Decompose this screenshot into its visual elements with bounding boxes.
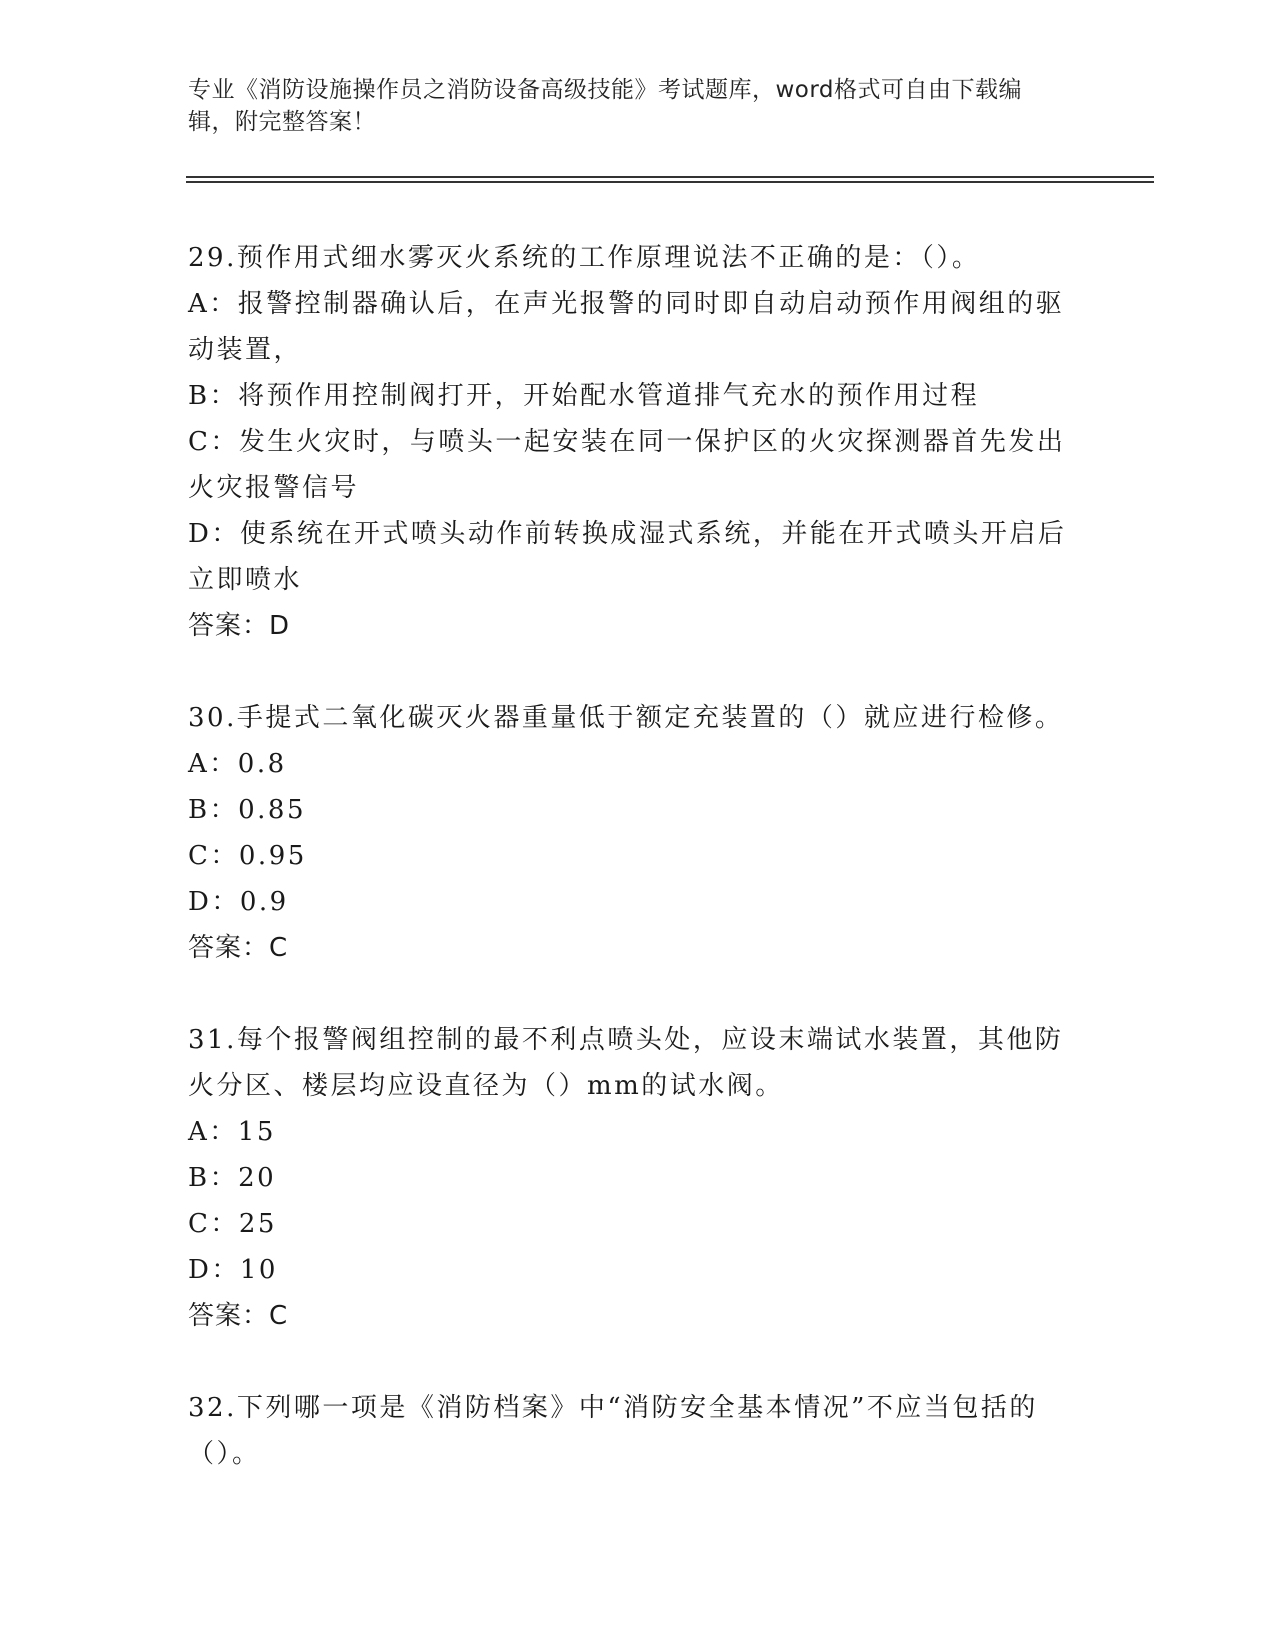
option-c: C：发生火灾时，与喷头一起安装在同一保护区的火灾探测器首先发出火灾报警信号 (188, 427, 1066, 503)
question-29 (188, 235, 1088, 649)
header-divider-top (186, 176, 1154, 178)
option-d: D：10 (188, 1255, 278, 1285)
answer-line: 答案：C (188, 1301, 289, 1331)
question-list (188, 235, 1088, 1523)
option-c: C：0.95 (188, 841, 307, 871)
question-30 (188, 695, 1088, 971)
option-b: B：将预作用控制阀打开，开始配水管道排气充水的预作用过程 (188, 381, 980, 411)
question-stem: 29.预作用式细水雾灭火系统的工作原理说法不正确的是：（）。 (188, 243, 981, 273)
answer-line: 答案：D (188, 611, 291, 641)
document-header: 专业《消防设施操作员之消防设备高级技能》考试题库，word格式可自由下载编辑，附完整答案！ (188, 77, 1023, 135)
option-a: A：0.8 (188, 749, 287, 779)
question-stem: 32.下列哪一项是《消防档案》中“消防安全基本情况”不应当包括的（）。 (188, 1393, 1038, 1469)
question-32 (188, 1385, 1088, 1477)
option-c: C：25 (188, 1209, 277, 1239)
option-d: D：使系统在开式喷头动作前转换成湿式系统，并能在开式喷头开启后立即喷水 (188, 519, 1067, 595)
option-a: A：15 (188, 1117, 276, 1147)
question-31 (188, 1017, 1088, 1339)
option-a: A：报警控制器确认后，在声光报警的同时即自动启动预作用阀组的驱动装置， (188, 289, 1065, 365)
question-stem: 30.手提式二氧化碳灭火器重量低于额定充装置的（）就应进行检修。 (188, 703, 1064, 733)
option-d: D：0.9 (188, 887, 289, 917)
option-b: B：20 (188, 1163, 277, 1193)
header-divider-bottom (186, 181, 1154, 183)
question-stem: 31.每个报警阀组控制的最不利点喷头处，应设末端试水装置，其他防火分区、楼层均应设直径为（）mm的试水阀。 (188, 1025, 1064, 1101)
option-b: B：0.85 (188, 795, 306, 825)
answer-line: 答案：C (188, 933, 289, 963)
